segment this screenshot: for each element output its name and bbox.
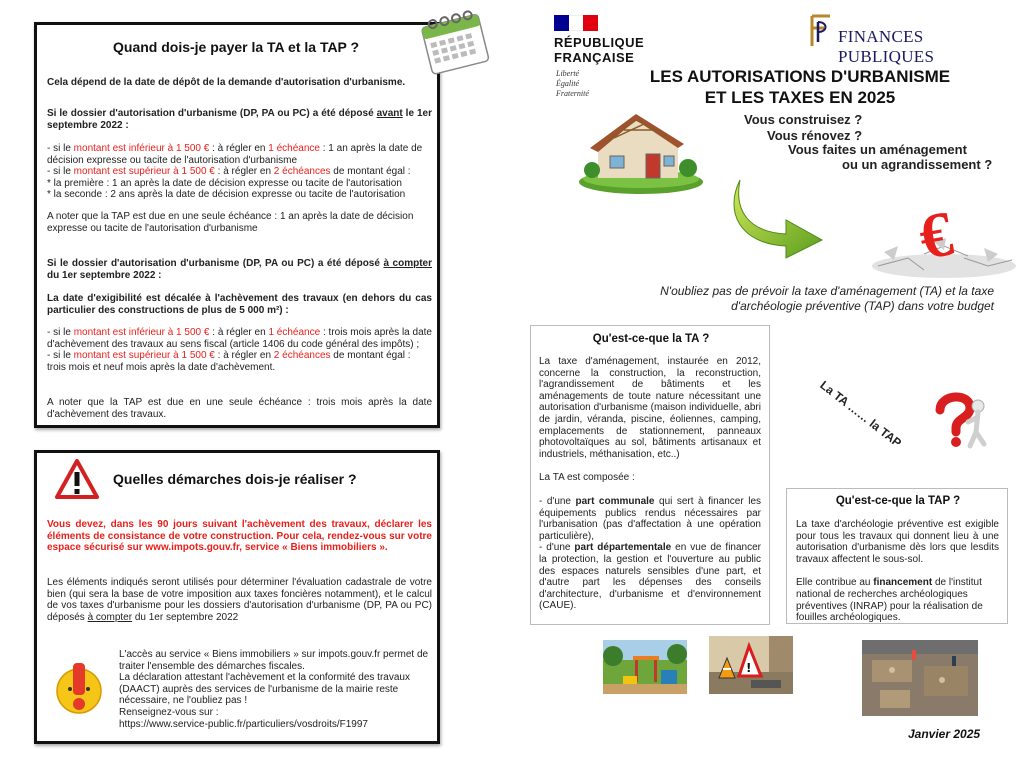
case2-line1: - si le montant est inférieur à 1 500 € : à régler en 1 échéance : trois mois après la date d'achèvement des travaux au sens fiscal (article 1406 du code général des impôts) ;	[47, 327, 432, 350]
republique-line2: FRANÇAISE	[554, 50, 635, 65]
motto-liberte: Liberté	[556, 69, 580, 78]
tap-box-title: Qu'est-ce-que la TAP ?	[835, 495, 961, 507]
motto-fraternite: Fraternité	[556, 89, 589, 98]
ta-box-title: Qu'est-ce-que la TA ?	[592, 333, 710, 345]
publication-date: Janvier 2025	[908, 727, 981, 741]
main-title	[580, 66, 1020, 108]
case2-heading: Si le dossier d'autorisation d'urbanisme (DP, PA ou PC) a été déposé à compter du 1er septembre 2022 :	[47, 258, 432, 281]
ta-box	[530, 325, 770, 625]
evaluation-text: Les éléments indiqués seront utilisés pour déterminer l'évaluation cadastrale de votre bien (qui sera la base de votre imposition aux taxes foncières notamment), et le calcul de vos taxes d'urbanisme pour les dossiers d'autorisation d'urbanisme (DP, PA ou PC) déposés à compter du 1er septembre 2022	[47, 577, 432, 623]
finances-publiques-logo	[808, 12, 1020, 66]
service-public-link[interactable]: https://www.service-public.fr/particuliers/vosdroits/F1997	[119, 718, 368, 730]
case1-line2: - si le montant est supérieur à 1 500 € : à régler en 2 échéances de montant égal :	[47, 166, 411, 178]
house-illustration	[574, 106, 708, 196]
ta-part-departementale: - d'une part départementale en vue de financer la protection, la gestion et l'ouverture au public des espaces naturels sensibles d'une part, et d'autre part les dépenses des conseils d'architecture, d'urbanisme et d'environnement (CAUE).	[539, 542, 762, 612]
ta-composition: La TA est composée :	[539, 472, 635, 484]
fp-emblem-icon	[808, 12, 834, 48]
procedures-box-title: Quelles démarches dois-je réaliser ?	[113, 471, 357, 487]
main-title-line1: LES AUTORISATIONS D'URBANISME	[649, 67, 951, 86]
question-agrandissement: ou un agrandissement ?	[842, 157, 993, 172]
case2-list	[47, 327, 432, 373]
note1: A noter que la TAP est due en une seule échéance : 1 an après la date de décision expresse ou tacite de l'autorisation d'urbanisme	[47, 211, 414, 234]
access-text: L'accès au service « Biens immobiliers » sur impots.gouv.fr permet de traiter l'ensemble des démarches fiscales.	[119, 649, 429, 672]
motto-egalite: Égalité	[556, 79, 580, 88]
green-arrow-icon	[730, 176, 830, 260]
tap-definition: La taxe d'archéologie préventive est exigible pour tous les travaux qui donnent lieu à une autorisation d'urbanisme dès lors que lesdits travaux affectent le sous-sol.	[796, 519, 999, 565]
exclamation-icon	[51, 659, 107, 717]
payment-box-title: Quand dois-je payer la TA et la TAP ?	[113, 39, 360, 55]
republique-line1: RÉPUBLIQUE	[554, 35, 645, 50]
euro-illustration	[864, 196, 1020, 282]
ta-part-communale: - d'une part communale qui sert à financer les équipements publics rendus nécessaires par l'urbanisation (pas d'affectation à une opération particulière),	[539, 495, 761, 542]
warning-icon	[55, 459, 99, 499]
budget-reminder: N'oubliez pas de prévoir la taxe d'aménagement (TA) et la taxe d'archéologie préventive (TAP) dans votre budget	[660, 284, 994, 313]
procedures-box	[34, 450, 440, 744]
case2-line2: - si le montant est supérieur à 1 500 € : à régler en 2 échéances de montant égal : trois mois et neuf mois après la date d'achèvement.	[47, 350, 411, 373]
svg-text:€: €	[913, 197, 958, 273]
tap-box-body	[796, 519, 999, 624]
info-label: Renseignez-vous sur :	[119, 706, 219, 718]
declaration-warning: Vous devez, dans les 90 jours suivant l'achèvement des travaux, déclarer les éléments de consistance de votre construction. Pour cela, rendez-vous sur votre espace sécurisé sur www.impots.gouv.fr, service « Biens immobiliers ».	[47, 519, 432, 554]
intro-text: Cela dépend de la date de dépôt de la demande d'autorisation d'urbanisme.	[47, 77, 406, 88]
case1-list	[47, 143, 432, 201]
playground-photo	[603, 640, 687, 694]
calendar-icon	[418, 10, 494, 76]
case1-heading: Si le dossier d'autorisation d'urbanisme (DP, PA ou PC) a été déposé avant le 1er septembre 2022 :	[47, 108, 432, 131]
ta-definition: La taxe d'aménagement, instaurée en 2012, concerne la construction, la reconstruction, l'agrandissement de bâtiments et les aménagements de toute nature nécessitant une autorisation d'urbanisme (maison individuelle, abri de jardin, véranda, piscine, éoliennes, camping, emplacements de stationnement, panneaux photovoltaïques au sol, bâtiments artisanaux et industriels, méthanisation, etc..)	[539, 356, 761, 460]
note2: A noter que la TAP est due en une seule échéance : trois mois après la date d'achèvement des travaux.	[47, 397, 432, 420]
ta-box-body	[539, 356, 761, 612]
fp-logo-text: FINANCES PUBLIQUES	[838, 27, 935, 66]
case2-bold: La date d'exigibilité est décalée à l'achèvement des travaux (en dehors du cas particulier des constructions de plus de 5 000 m²) :	[47, 293, 432, 316]
payment-box	[34, 22, 440, 428]
case1-line1: - si le montant est inférieur à 1 500 € : à régler en 1 échéance : 1 an après la date de décision expresse ou tacite de l'autorisation d'urbanisme	[47, 143, 423, 166]
case1-line4: * la seconde : 2 ans après la date de décision expresse ou tacite de l'autorisation	[47, 189, 406, 201]
case1-line3: * la première : 1 an après la date de décision expresse ou tacite de l'autorisation	[47, 177, 402, 189]
question-amenagement: Vous faites un aménagement	[788, 142, 967, 157]
question-construire: Vous construisez ?	[744, 112, 863, 127]
svg-text:!: !	[746, 661, 752, 675]
roadworks-photo	[709, 636, 793, 694]
tap-funding: Elle contribue au financement de l'institut national de recherches archéologiques préventives (INRAP) pour la réalisation de fouilles archéologiques.	[796, 577, 983, 624]
question-figure-icon	[926, 388, 988, 450]
excavation-photo	[862, 640, 978, 716]
contact-info	[119, 649, 431, 730]
tap-box	[786, 488, 1008, 624]
marianne-flag	[554, 15, 598, 31]
ta-tap-label: La TA …… la TAP	[817, 378, 905, 451]
main-title-line2: ET LES TAXES EN 2025	[704, 88, 896, 107]
question-renover: Vous rénovez ?	[767, 128, 863, 143]
daact-text: La déclaration attestant l'achèvement et la conformité des travaux (DAACT) auprès des services de l'urbanisme de la mairie reste nécessaire, ne l'oubliez pas !	[119, 672, 410, 707]
